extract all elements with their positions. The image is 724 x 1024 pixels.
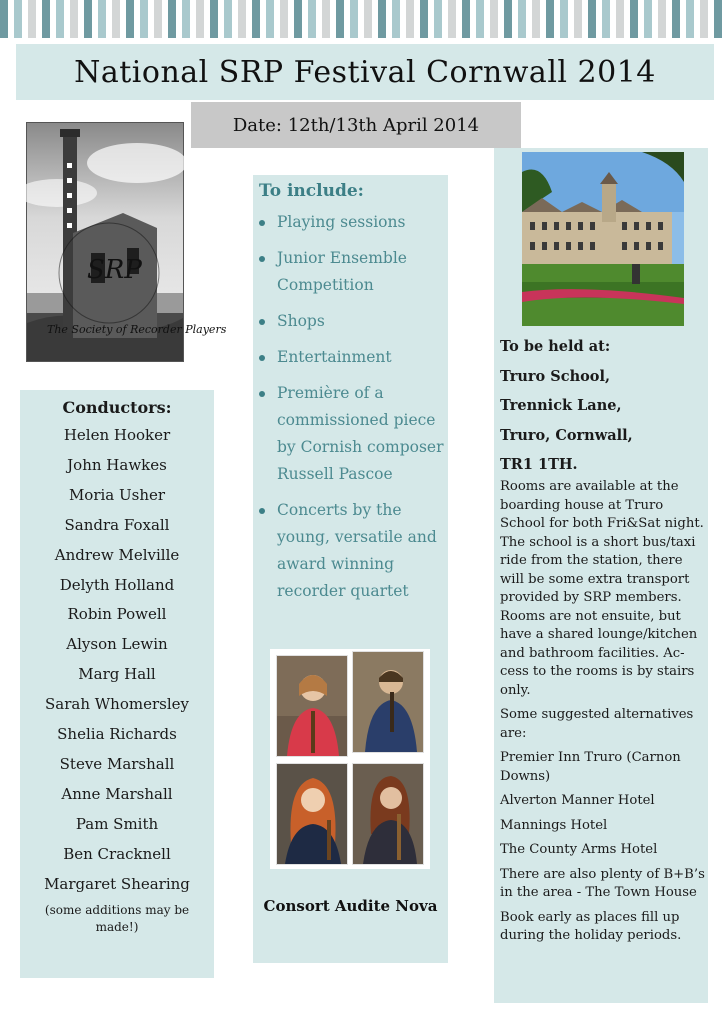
svg-text:The Society of Recorder Player: The Society of Recorder Players (47, 323, 227, 336)
musician-photo-icon (353, 652, 423, 752)
address-line: Trennick Lane, (500, 397, 622, 414)
conductor-name: John Hawkes (67, 455, 167, 474)
photo-caption: Consort Audite Nova (263, 897, 438, 915)
list-item (253, 344, 448, 371)
quartet-photo (276, 655, 348, 757)
conductor-name: Anne Marshall (61, 784, 173, 803)
musician-photo-icon (353, 764, 423, 864)
conductors-note: (some additions may be made!) (44, 902, 190, 934)
list-item (253, 308, 448, 335)
conductor-name: Delyth Holland (59, 575, 175, 594)
conductor-name: Robin Powell (67, 605, 167, 624)
date-banner (191, 102, 521, 148)
info-paragraph: Some suggested alternatives are: (500, 707, 694, 741)
address-line: TR1 1TH. (500, 456, 578, 473)
musician-photo-icon (277, 656, 347, 756)
conductor-name: Sandra Foxall (64, 515, 170, 534)
program-item-label: Playing sessions (277, 213, 406, 231)
info-paragraph: The County Arms Hotel (500, 842, 658, 857)
engine-house-logo-icon (27, 123, 227, 361)
address-line: Truro School, (500, 367, 611, 385)
venue-heading: To be held at: (500, 338, 611, 355)
program-item-label: Entertainment (277, 348, 392, 366)
bullet-icon (259, 355, 265, 361)
info-paragraph: Mannings Hotel (500, 817, 608, 833)
decorative-stripes (0, 0, 724, 38)
conductor-name: Moria Usher (68, 485, 166, 504)
conductor-name: Sarah Whomersley (45, 695, 189, 714)
list-item (253, 245, 448, 299)
quartet-photo (276, 763, 348, 865)
info-paragraph: Rooms are available at the boarding house at Truro School for both Fri&Sat night. The school is a short bus/taxi ride from the station, there will be some extra transport provided by SRP members. Rooms are not ensuite, but have a shared lounge/kitchen and bathroom facilities. Ac-cess to the rooms is by stairs only. (500, 479, 704, 698)
program-heading: To include: (259, 181, 364, 201)
school-building-photo-icon (522, 152, 684, 326)
quartet-photos (270, 649, 430, 869)
bullet-icon (259, 508, 265, 514)
program-list (253, 209, 448, 605)
list-item (253, 497, 448, 605)
musician-photo-icon (277, 764, 347, 864)
conductors-panel (20, 390, 214, 978)
conductors-heading: Conductors: (62, 398, 172, 417)
program-item-label: Concerts by the young, versatile and award winning recorder quartet (277, 501, 437, 600)
page-title: National SRP Festival Cornwall 2014 (74, 54, 656, 90)
accommodation-info (500, 478, 706, 952)
info-paragraph: There are also plenty of B+B’s in the area - The Town House (500, 866, 705, 900)
list-item (253, 380, 448, 488)
svg-text:SRP: SRP (87, 255, 142, 285)
info-paragraph: Alverton Manner Hotel (500, 793, 655, 808)
bullet-icon (259, 391, 265, 397)
conductor-name: Alyson Lewin (66, 635, 168, 654)
conductor-name: Pam Smith (75, 814, 159, 833)
list-item (253, 209, 448, 236)
info-paragraph: Book early as places fill up during the holiday periods. (500, 909, 682, 943)
program-panel (253, 175, 448, 963)
program-item-label: Shops (277, 312, 325, 330)
quartet-photo (352, 763, 424, 865)
venue-address (500, 332, 705, 480)
bullet-icon (259, 220, 265, 226)
conductor-name: Shelia Richards (57, 725, 177, 744)
bullet-icon (259, 319, 265, 325)
conductor-name: Marg Hall (78, 665, 156, 684)
quartet-photo (352, 651, 424, 753)
conductor-name: Steve Marshall (59, 754, 175, 773)
conductor-name: Margaret Shearing (44, 874, 190, 893)
srp-logo (26, 122, 227, 362)
address-line: Truro, Cornwall, (500, 426, 633, 444)
bullet-icon (259, 256, 265, 262)
venue-panel (494, 148, 708, 1003)
conductor-name: Andrew Melville (54, 545, 180, 564)
event-date: Date: 12th/13th April 2014 (232, 114, 480, 136)
info-paragraph: Premier Inn Truro (Carnon Downs) (500, 750, 681, 784)
conductor-name: Helen Hooker (63, 426, 171, 444)
program-item-label: Junior Ensemble Competition (277, 249, 407, 294)
program-item-label: Première of a commissioned piece by Cornish composer Russell Pascoe (277, 384, 444, 483)
conductor-name: Ben Cracknell (63, 844, 171, 863)
title-banner (16, 44, 714, 100)
school-photo (522, 152, 684, 326)
